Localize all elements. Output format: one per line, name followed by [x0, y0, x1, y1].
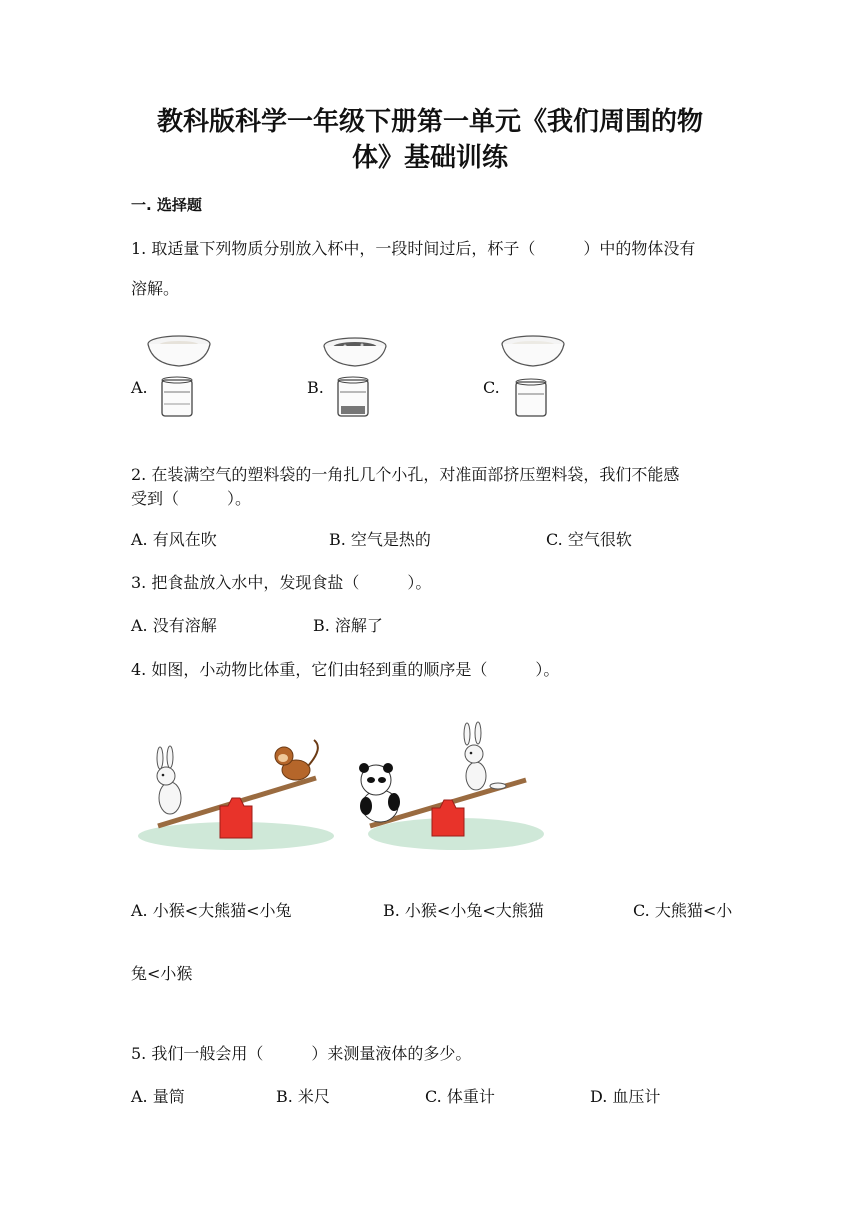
page-title-line1: 教科版科学一年级下册第一单元《我们周围的物	[156, 107, 703, 137]
page-title-line2: 体》基础训练	[351, 143, 508, 173]
question-5-text: 5. 我们一般会用（ ）来测量液体的多少。	[131, 1044, 472, 1063]
question-1-text-cont: 溶解。	[131, 279, 180, 298]
q3-option-a: A. 没有溶解	[131, 616, 217, 635]
q1-option-b: B.	[307, 378, 324, 397]
q4-option-c-cont: 兔<小猴	[131, 964, 193, 983]
bowl-cup-b-image	[320, 332, 390, 420]
question-2-text: 2. 在装满空气的塑料袋的一角扎几个小孔，对准面部挤压塑料袋，我们不能感	[131, 465, 680, 484]
q3-option-b: B. 溶解了	[313, 616, 383, 635]
seesaw-panda-rabbit-image	[346, 716, 546, 856]
bowl-cup-c-image	[498, 332, 568, 420]
q4-option-a: A. 小猴<大熊猫<小兔	[131, 901, 292, 920]
section-heading: 一. 选择题	[131, 196, 202, 214]
q1-option-c: C.	[483, 378, 500, 397]
q2-option-b: B. 空气是热的	[329, 530, 431, 549]
q2-option-a: A. 有风在吹	[131, 530, 217, 549]
question-4-text: 4. 如图，小动物比体重，它们由轻到重的顺序是（ ）。	[131, 660, 560, 679]
q5-option-d: D. 血压计	[590, 1087, 661, 1106]
q1-option-a: A.	[131, 378, 148, 397]
q5-option-b: B. 米尺	[276, 1087, 330, 1106]
q5-option-a: A. 量筒	[131, 1087, 185, 1106]
seesaw-rabbit-monkey-image	[136, 728, 336, 856]
question-2-text-cont: 受到（ ）。	[131, 489, 252, 508]
q5-option-c: C. 体重计	[425, 1087, 495, 1106]
q4-option-c: C. 大熊猫<小	[633, 901, 733, 920]
question-1-text: 1. 取适量下列物质分别放入杯中，一段时间过后，杯子（ ）中的物体没有	[131, 239, 696, 258]
q2-option-c: C. 空气很软	[546, 530, 632, 549]
bowl-cup-a-image	[144, 332, 214, 420]
question-3-text: 3. 把食盐放入水中，发现食盐（ ）。	[131, 573, 432, 592]
q4-option-b: B. 小猴<小兔<大熊猫	[383, 901, 544, 920]
